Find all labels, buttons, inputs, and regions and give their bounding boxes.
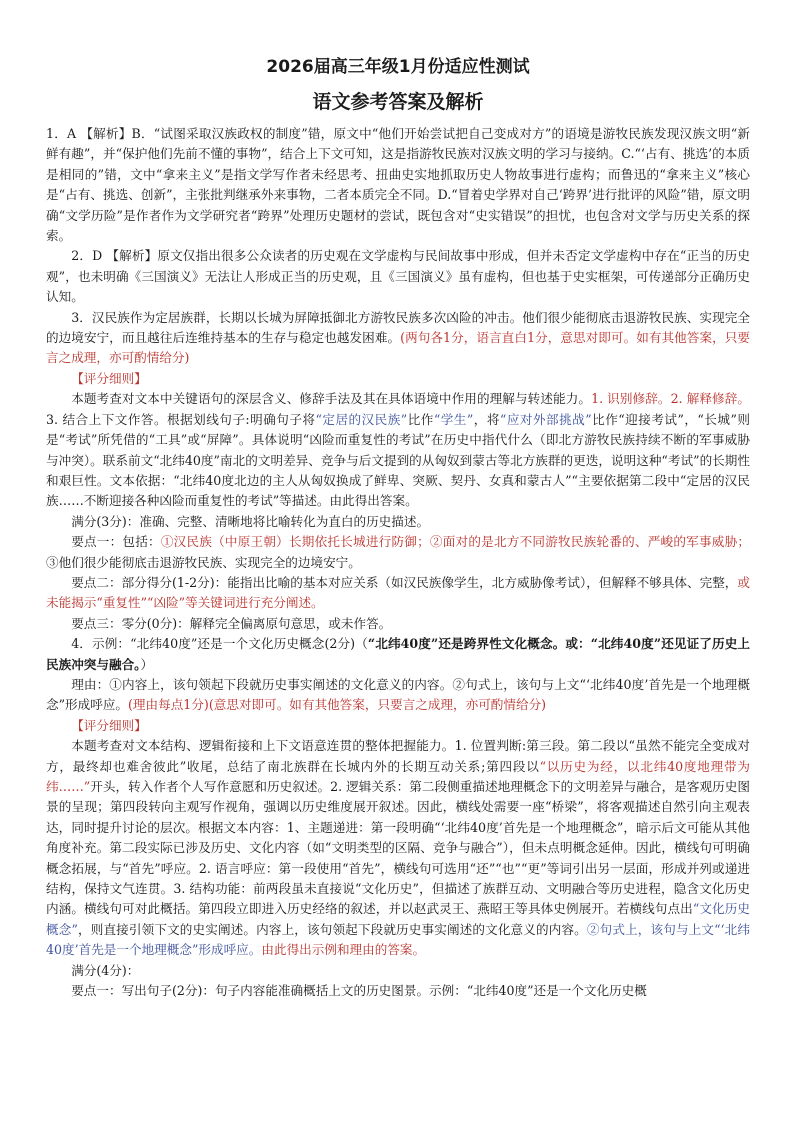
q3-detail (46, 389, 750, 511)
q4-scoring-tag: 【评分细则】 (71, 717, 147, 733)
q3-point-2-b: 或未能揭示“重复性”“凶险”等关键词进行充分阐述。 (46, 574, 750, 611)
q4-reason (46, 675, 750, 716)
q3-answer-text: 3．汉民族作为定居族群，长期以长城为屏障抵御北方游牧民族多次凶险的冲击。他们很少能彻底击退游牧民族、实现完全的边境安宁，而且越往后连维持基本的生存与稳定也越发困难。 (46, 309, 750, 346)
q1-analysis: 1．A 【解析】B．“试图采取汉族政权的制度”错，原文中“他们开始尝试把自己变成对方”的语境是游牧民族发现汉族文明“新鲜有趣”，并“保护他们先前不懂的事物”，结合上下文可知，这是指游牧民族对汉族文明的学习与接纳。C.“‘占有、挑选’的本质是相同的”错，文中“拿来主义”是指文学写作者未经思考、扭曲史实地抓取历史人物故事进行虚构；而鲁迅的“拿来主义”核心是“占有、挑选、创新”，主张批判继承外来事物，二者本质完全不同。D.“冒着史学界对自己‘跨界’进行批评的风险”错，原文明确“文学历险”是作者作为文学研究者“跨界”处理历史题材的尝试，既包含对“史实错误”的担忧，也包含对文学与历史关系的探索。 (46, 126, 750, 244)
q3-detail-than: 比作 (407, 411, 434, 427)
q3-answer (46, 308, 750, 369)
q3-point-1-b: ③他们很少能彻底击退游牧民族、实现完全的边境安宁。 (46, 554, 361, 570)
q4-detail-a: 本题考查对文本结构、逻辑衔接和上下文语意连贯的整体把握能力。1. 位置判断:第三段。第二段以“虽然不能完全变成对方，最终却也难舍彼此”收尾，总结了南北族群在长城内外的长期互动关系;第四段以 (46, 738, 750, 774)
q4-reason-text: 理由：①内容上，该句领起下段就历史事实阐述的文化意义的内容。②句式上，该句与上文“‘北纬40度’首先是一个地理概念”形成呼应。 (46, 676, 750, 713)
q4-sample (46, 634, 750, 675)
q4-sample-lead: 4．示例：“北纬40度”还是一个文化历史概念(2分)（ (71, 636, 368, 652)
q3-scoring-tag: 【评分细则】 (71, 370, 147, 386)
q3-point-2-a: 要点二：部分得分(1-2分)：能指出比喻的基本对应关系（如汉民族像学生，北方威胁像考试），但解释不够具体、完整， (71, 574, 738, 590)
q3-quote-settled: “定居的汉民族” (315, 411, 408, 427)
q3-point-2 (46, 573, 750, 614)
q3-point-3: 要点三：零分(0分)：解释完全偏离原句意思，或未作答。 (71, 615, 392, 631)
q4-detail-quote: “以历史为经，以北纬40度地理带为纬……” (46, 758, 751, 794)
q4-detail-f: ②句式上，该句与上文“‘北纬40度’首先是一个地理概念”形成呼应。 (46, 921, 750, 958)
q3-quote-challenge: “应对外部挑战” (499, 411, 592, 427)
page-subtitle: 语文参考答案及解析 (312, 91, 484, 113)
q4-detail (46, 736, 750, 960)
q3-point-1-a: ①汉民族（中原王朝）长期依托长城进行防御；②面对的是北方不同游牧民族轮番的、严峻的军事威胁； (160, 534, 751, 550)
q4-reason-note: (理由每点1分)(意思对即可。如有其他答案，只要言之成理，亦可酌情给分) (128, 697, 547, 713)
page-title: 2026届高三年级1月份适应性测试 (266, 57, 530, 77)
q3-detail-intro: 本题考查对文本中关键语句的深层含义、修辞手法及其在具体语境中作用的理解与转述能力。 (71, 391, 592, 407)
q4-sample-close: ） (140, 656, 154, 672)
q3-detail-rest: 比作“迎接考试”，“长城”则是“考试”所凭借的“工具”或“屏障”。具体说明“凶险而重复性的考试”在历史中指代什么（即北方游牧民族持续不断的军事威胁与冲突）。联系前文“北纬40度”南北的文明差异、竞争与后文提到的从匈奴到蒙古等北方族群的更迭，说明这种“考试”的长期性和艰巨性。文本依据：“北纬40度北边的主人从匈奴换成了鲜卑、突厥、契丹、女真和蒙古人”“主要依据第二段中“定居的汉民族……不断迎接各种凶险而重复性的考试”等描述。由此得出答案。 (46, 411, 750, 509)
q4-detail-concept: “文化历史概念” (46, 901, 750, 937)
q3-detail-comma: ，将 (473, 411, 500, 427)
q3-quote-student: “学生” (433, 411, 474, 427)
answer-sheet (46, 56, 750, 1001)
q3-point-1 (46, 532, 750, 573)
q3-full-score: 满分(3分)：准确、完整、清晰地将比喻转化为直白的历史描述。 (71, 513, 430, 529)
q2-analysis: 2．D 【解析】原文仅指出很多公众读者的历史观在文学虚构与民间故事中形成，但并未否定文学虚构中存在“正当的历史观”，也未明确《三国演义》无法让人形成正当的历史观，且《三国演义》虽有虚构，但也基于史实框架，可传递部分正确历史认知。 (46, 248, 750, 305)
q4-detail-g: 由此得出示例和理由的答案。 (261, 942, 426, 958)
q3-scoring-note: (两句各1分，语言直白1分，意思对即可。如有其他答案，只要言之成理，亦可酌情给分) (46, 330, 750, 366)
q3-detail-steps: 1. 识别修辞。2. 解释修辞。 (591, 391, 751, 407)
q4-sample-bold: “北纬40度”还是跨界性文化概念。或：“北纬40度”还见证了历史上民族冲突与融合。 (46, 636, 750, 672)
q4-point-1: 要点一：写出句子(2分)：句子内容能准确概括上文的历史图景。示例：“北纬40度”还是一个文化历史概 (71, 983, 647, 999)
q3-point-1-label: 要点一：包括： (71, 534, 161, 550)
q4-full-score: 满分(4分)： (71, 962, 140, 978)
q3-detail-step3: 3. 结合上下文作答。根据划线句子:明确句子将 (46, 411, 316, 427)
q4-detail-e: ，则直接引领下文的史实阐述。内容上，该句领起下段就历史事实阐述的文化意义的内容。 (77, 921, 587, 937)
q4-detail-c: 开头，转入作者个人写作意愿和历史叙述。2. 逻辑关系：第二段侧重描述地理概念下的文明差异与融合，是客观历史图景的呈现；第四段转向主观写作视角，强调以历史维度展开叙述。因此，横线处需要一座“桥梁”，将客观描述自然引向主观表达，同时提升讨论的层次。根据文本内容：1、主题递进：第一段明确“‘北纬40度’首先是一个地理概念”，暗示后文可能从其他角度补充。第二段实际已涉及历史、文化内容（如“文明类型的区隔、竞争与融合”），但未点明概念延伸。因此，横线句可明确概念拓展，与“首先”呼应。2. 语言呼应：第一段使用“首先”，横线句可选用“还”“也”“更”等词引出另一层面，形成并列或递进结构，保持文气连贯。3. 结构功能：前两段虽未直接说“文化历史”，但描述了族群互动、文明融合等历史进程，隐含文化历史内涵。横线句可对此概括。第四段立即进入历史经络的叙述，并以赵武灵王、燕昭王等具体史例展开。若横线句点出 (46, 779, 750, 917)
